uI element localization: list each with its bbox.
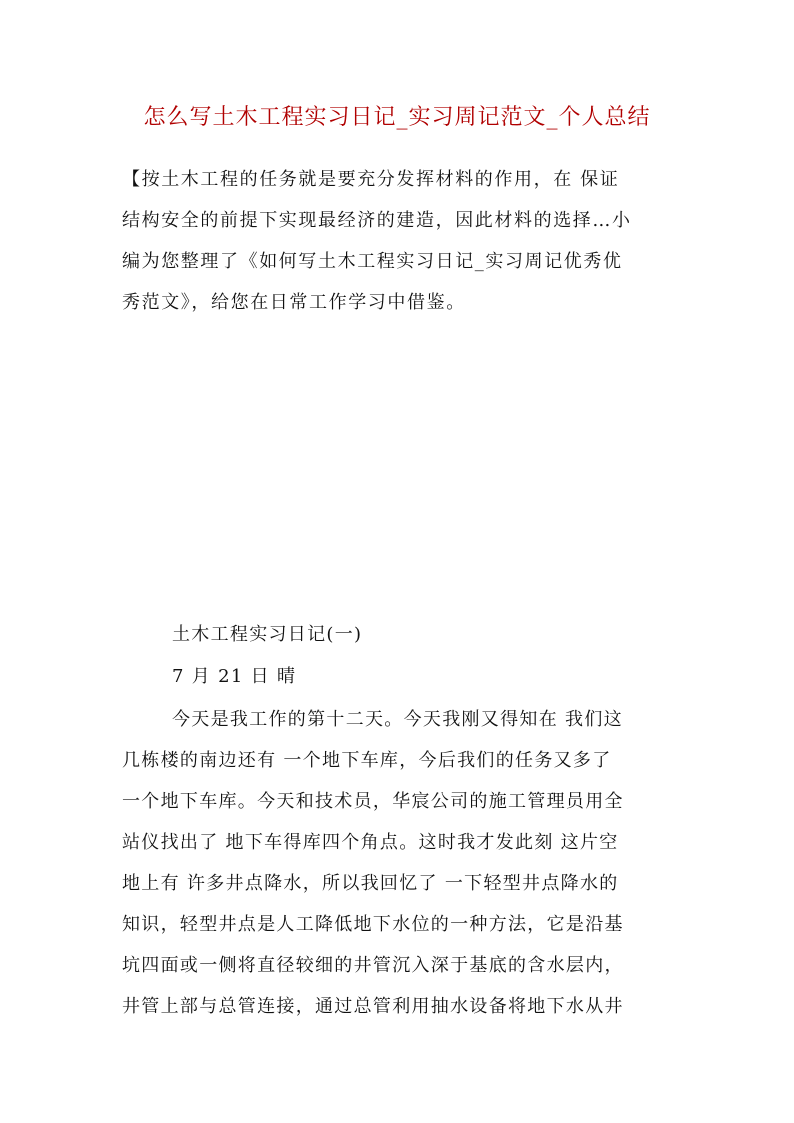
intro-line: 编为您整理了《如何写土木工程实习日记_实习周记优秀优	[122, 251, 623, 272]
body-line: 今天是我工作的第十二天。今天我刚又得知在 我们这	[172, 709, 623, 730]
body-line: 一个地下车库。今天和技术员，华宸公司的施工管理员用全	[122, 791, 624, 812]
body-line: 站仪找出了 地下车得库四个角点。这时我才发此刻 这片空	[122, 832, 619, 853]
diary-heading: 土木工程实习日记(一)	[172, 624, 363, 645]
document-title: 怎么写土木工程实习日记_实习周记范文_个人总结	[143, 105, 651, 130]
body-line: 几栋楼的南边还有 一个地下车库，今后我们的任务又多了	[122, 750, 612, 771]
body-line: 地上有 许多井点降水，所以我回忆了 一下轻型井点降水的	[122, 873, 619, 894]
body-line: 知识，轻型井点是人工降低地下水位的一种方法，它是沿基	[122, 914, 624, 935]
body-line: 井管上部与总管连接，通过总管利用抽水设备将地下水从井	[122, 996, 624, 1017]
intro-line: 结构安全的前提下实现最经济的建造，因此材料的选择…小	[122, 210, 632, 231]
body-line: 坑四面或一侧将直径较细的井管沉入深于基底的含水层内，	[122, 955, 624, 976]
intro-line: 秀范文》，给您在日常工作学习中借鉴。	[122, 292, 466, 313]
diary-date-weather: 7 月 21 日 晴	[172, 666, 297, 687]
intro-line: 【按土木工程的任务就是要充分发挥材料的作用，在 保证	[122, 169, 620, 190]
